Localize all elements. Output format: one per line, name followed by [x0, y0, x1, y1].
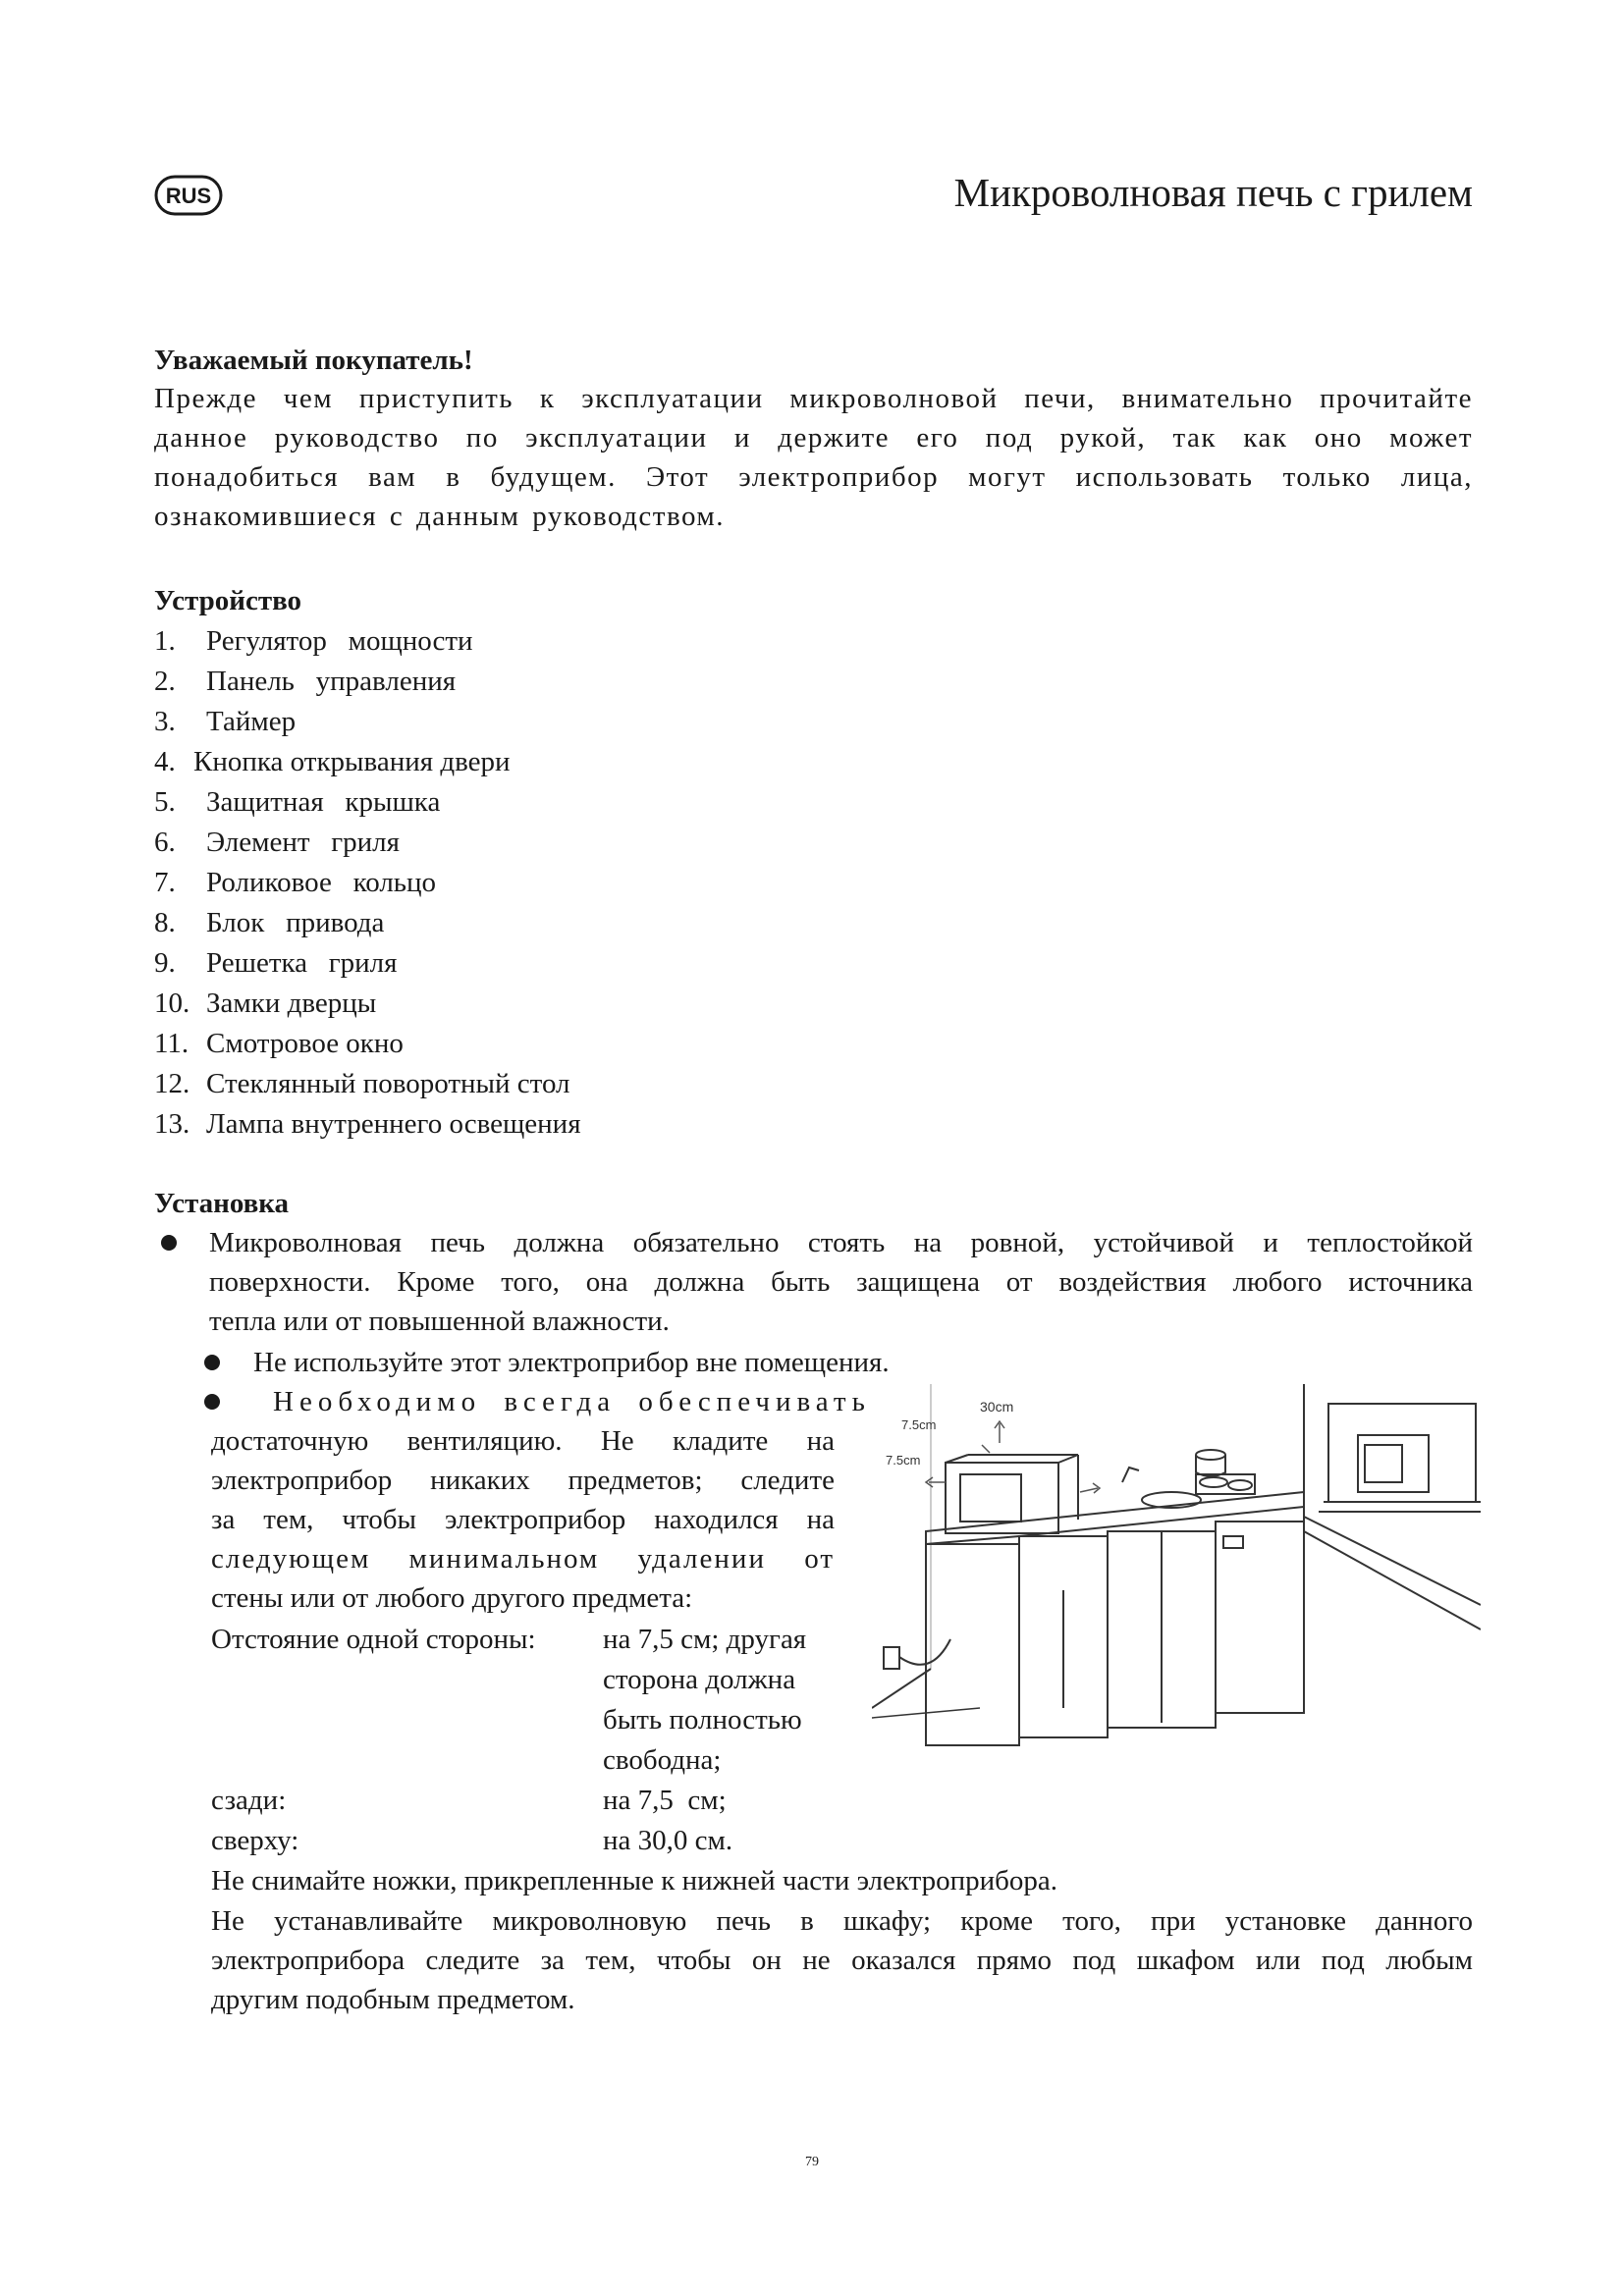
install-bullet-2: Не используйте этот электроприбор вне помещения.: [253, 1347, 890, 1378]
after-line: другим подобным предметом.: [211, 1984, 575, 2015]
small-microwave-icon: [1358, 1435, 1429, 1492]
list-item: 13. Лампа внутреннего освещения: [154, 1108, 581, 1140]
device-heading: Устройство: [154, 585, 302, 616]
after-line: Не устанавливайте микроволновую печь в шкафу; кроме того, при установке данного: [211, 1905, 1473, 1937]
back-distance-label: сзади:: [211, 1785, 287, 1816]
bullet-3-line: стены или от любого другого предмета:: [211, 1582, 693, 1614]
list-item: 3. Таймер: [154, 706, 297, 737]
intro-line: данное руководство по эксплуатации и держите его под рукой, так как оно может: [154, 422, 1473, 454]
list-item: 5. Защитная крышка: [154, 786, 441, 818]
after-line: электроприбора следите за тем, чтобы он не оказался прямо под шкафом или под любым: [211, 1945, 1473, 1976]
bullet-1-line: Микроволновая печь должна обязательно стоять на ровной, устойчивой и теплостойкой: [209, 1227, 1473, 1258]
after-line: Не снимайте ножки, прикрепленные к нижней части электроприбора.: [211, 1865, 1058, 1896]
outlet-icon: [884, 1647, 899, 1669]
rus-badge-text: RUS: [165, 184, 212, 208]
back-distance-value: на 7,5 см;: [603, 1785, 727, 1816]
top-distance-value: на 30,0 см.: [603, 1825, 733, 1856]
side-distance-value: сторона должна: [603, 1664, 796, 1695]
list-item: 2. Панель управления: [154, 666, 457, 697]
install-bullet-3: [211, 1421, 835, 1618]
list-item: 8. Блок привода: [154, 907, 385, 938]
clearance-side-label: 7.5cm: [901, 1417, 937, 1432]
kitchen-installation-illustration: [872, 1384, 1481, 1816]
bullet-3-line: за тем, чтобы электроприбор находился на: [211, 1504, 835, 1535]
intro-heading: Уважаемый покупатель!: [154, 345, 473, 376]
bullet-3-line: Необходимо всегда обеспечивать: [273, 1386, 871, 1417]
clearance-top-label: 30cm: [980, 1399, 1014, 1415]
clearance-back-label: 7.5cm: [886, 1453, 921, 1468]
floor-line: [872, 1669, 931, 1708]
page-number: 79: [805, 2155, 819, 2169]
list-item: 10. Замки дверцы: [154, 988, 377, 1019]
bullet-icon: [204, 1355, 220, 1370]
list-item: 11. Смотровое окно: [154, 1028, 404, 1059]
bullet-icon: [204, 1394, 220, 1410]
install-bullet-1: [209, 1223, 1473, 1341]
bullet-3-line: достаточную вентиляцию. Не кладите на: [211, 1425, 835, 1457]
bullet-1-line: поверхности. Кроме того, она должна быть защищена от воздействия любого источника: [209, 1266, 1473, 1298]
intro-line: понадобиться вам в будущем. Этот электроприбор могут использовать только лица,: [154, 461, 1473, 493]
list-item: 9. Решетка гриля: [154, 947, 398, 979]
list-item: 7. Роликовое кольцо: [154, 867, 437, 898]
bullet-1-line: тепла или от повышенной влажности.: [209, 1306, 670, 1337]
side-distance-value: свободна;: [603, 1744, 722, 1776]
side-distance-value: быть полностью: [603, 1704, 802, 1735]
bullet-3-line: следующем минимальном удалении от: [211, 1543, 835, 1575]
install-heading: Установка: [154, 1188, 290, 1219]
intro-paragraph: [154, 379, 1473, 536]
device-list: [154, 621, 581, 1145]
countertop: [926, 1492, 1304, 1544]
intro-line: Прежде чем приступить к эксплуатации микроволновой печи, внимательно прочитайте: [154, 383, 1473, 414]
side-distance-label: Отстояние одной стороны:: [211, 1624, 536, 1655]
list-item: 4. Кнопка открывания двери: [154, 746, 511, 777]
install-after-paragraph: [211, 1901, 1473, 2019]
list-item: 6. Элемент гриля: [154, 827, 400, 858]
intro-line: ознакомившиеся с данным руководством.: [154, 501, 725, 532]
page-title: Микроволновая печь с грилем: [953, 170, 1473, 215]
rus-language-badge: [154, 175, 223, 216]
bullet-icon: [161, 1235, 177, 1251]
top-distance-label: сверху:: [211, 1825, 299, 1856]
list-item: 12. Стеклянный поворотный стол: [154, 1068, 570, 1099]
side-distance-value: на 7,5 см; другая: [603, 1624, 807, 1655]
bullet-3-line: электроприбор никаких предметов; следите: [211, 1465, 835, 1496]
cabinet: [926, 1544, 1019, 1745]
list-item: 1. Регулятор мощности: [154, 625, 473, 657]
